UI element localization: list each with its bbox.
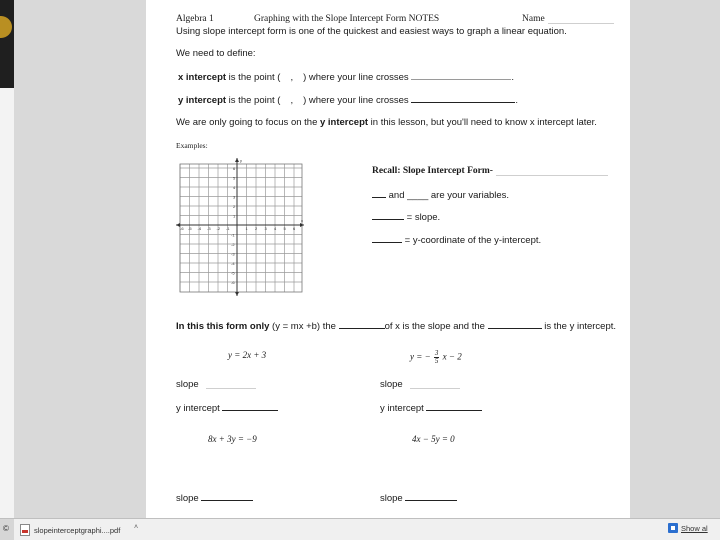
document-page[interactable] bbox=[146, 0, 630, 518]
y-axis-arrow-icon bbox=[235, 158, 239, 162]
focus-line bbox=[176, 117, 597, 128]
in-this-form-text-a: (y = mx +b) the bbox=[269, 321, 339, 332]
logo-fragment-icon bbox=[0, 16, 12, 38]
slope-var-blank bbox=[372, 211, 404, 220]
y-tick-1: 1 bbox=[233, 213, 236, 219]
in-this-form-text-c: is the y intercept. bbox=[541, 321, 617, 332]
y-axis-arrow-down-icon bbox=[235, 292, 239, 296]
slope-row-3 bbox=[176, 492, 253, 504]
equation-3: 8x + 3y = −9 bbox=[208, 434, 257, 444]
download-bar-left-edge bbox=[0, 519, 14, 540]
y-tick-5: 5 bbox=[233, 175, 236, 181]
name-blank bbox=[548, 23, 614, 24]
equation-1: y = 2x + 3 bbox=[228, 350, 267, 360]
y-tick-3: 3 bbox=[233, 194, 236, 200]
y-tick-neg3: -3 bbox=[231, 251, 235, 257]
y-intercept-line bbox=[178, 94, 518, 106]
x-intercept-line bbox=[178, 71, 514, 83]
focus-text-a: We are only going to focus on the bbox=[176, 117, 320, 128]
y-intercept-blank bbox=[411, 94, 515, 103]
eq2-left: y = − bbox=[410, 351, 431, 362]
y-intercept-term: y intercept bbox=[178, 95, 227, 106]
intro-text: Using slope intercept form is one of the quickest and easiest ways to graph a linear equation. bbox=[176, 26, 567, 37]
show-all-label: Show al bbox=[681, 523, 708, 533]
copyright-symbol: © bbox=[3, 524, 9, 533]
variable-blank-1 bbox=[372, 189, 386, 198]
y-tick-4: 4 bbox=[233, 185, 236, 190]
x-axis-label: x bbox=[301, 218, 303, 223]
equation-2 bbox=[410, 350, 462, 365]
constant-blank bbox=[488, 320, 542, 329]
x-intercept-text-b: ) where your line crosses bbox=[303, 72, 409, 83]
y-tick-neg4: -4 bbox=[231, 261, 235, 266]
y-tick-neg6: -6 bbox=[231, 280, 235, 285]
recall-line2-text: = slope. bbox=[404, 212, 441, 223]
coefficient-blank bbox=[339, 320, 385, 329]
y-intercept-label-2: y intercept bbox=[380, 403, 424, 414]
left-dark-strip bbox=[0, 0, 14, 88]
y-intercept-row-1 bbox=[176, 402, 278, 414]
x-tick-4: 4 bbox=[274, 226, 277, 231]
recall-title-blank bbox=[496, 175, 608, 176]
recall-line2 bbox=[372, 211, 440, 223]
x-tick-6: 6 bbox=[293, 226, 296, 231]
slope-label-4: slope bbox=[380, 493, 403, 504]
y-tick-neg1: -1 bbox=[231, 232, 235, 238]
x-tick-neg6: -6 bbox=[180, 226, 184, 231]
x-tick-neg3: -3 bbox=[207, 226, 211, 231]
x-tick-neg1: -1 bbox=[226, 226, 230, 231]
recall-title: Recall: Slope Intercept Form- bbox=[372, 166, 493, 176]
course-label: Algebra 1 bbox=[176, 14, 214, 24]
y-tick-2: 2 bbox=[233, 204, 236, 209]
recall-line1-text: and ____ are your variables. bbox=[386, 190, 510, 201]
x-tick-1: 1 bbox=[245, 226, 248, 231]
x-intercept-blank bbox=[411, 71, 511, 80]
examples-label: Examples: bbox=[176, 141, 208, 150]
y-axis-label: y bbox=[240, 158, 242, 163]
pdf-file-icon bbox=[20, 524, 30, 536]
slope-label-1: slope bbox=[176, 379, 199, 390]
x-intercept-text-a: is the point ( bbox=[226, 72, 281, 83]
eq2-numerator: 3 bbox=[434, 349, 439, 357]
x-tick-2: 2 bbox=[255, 226, 258, 231]
slope-blank-1 bbox=[206, 388, 256, 389]
document-title: Graphing with the Slope Intercept Form NOTES bbox=[254, 14, 440, 24]
y-tick-neg2: -2 bbox=[231, 242, 235, 247]
coordinate-grid bbox=[176, 158, 306, 298]
y-intercept-comma: , bbox=[290, 95, 294, 106]
eq2-right: x − 2 bbox=[442, 351, 462, 362]
download-item[interactable] bbox=[16, 521, 144, 539]
focus-bold: y intercept bbox=[320, 117, 369, 128]
x-tick-neg5: -5 bbox=[188, 226, 192, 231]
download-options-caret-icon[interactable]: ˄ bbox=[134, 524, 139, 531]
show-all-downloads[interactable] bbox=[668, 523, 708, 533]
define-prompt: We need to define: bbox=[176, 48, 256, 59]
download-bar bbox=[0, 518, 720, 540]
focus-text-b: in this lesson, but you'll need to know x intercept later. bbox=[368, 117, 597, 128]
slope-blank-2 bbox=[410, 388, 460, 389]
name-label: Name bbox=[522, 14, 545, 24]
slope-answer-blank-3 bbox=[201, 492, 253, 501]
y-tick-6: 6 bbox=[233, 166, 236, 171]
slope-label-2: slope bbox=[380, 379, 403, 390]
download-file-name: slopeinterceptgraphi....pdf bbox=[34, 525, 121, 535]
recall-line3-text: = y-coordinate of the y-intercept. bbox=[402, 235, 542, 246]
y-intercept-period: . bbox=[515, 95, 518, 106]
left-margin bbox=[0, 88, 14, 518]
y-intercept-answer-blank-2 bbox=[426, 402, 482, 411]
x-tick-neg4: -4 bbox=[197, 226, 202, 231]
slope-label-3: slope bbox=[176, 493, 199, 504]
in-this-form-text-b: of x is the slope and the bbox=[384, 321, 488, 332]
y-intercept-text-b: ) where your line crosses bbox=[303, 95, 409, 106]
slope-answer-blank-4 bbox=[405, 492, 457, 501]
x-tick-neg2: -2 bbox=[216, 226, 221, 231]
y-tick-neg5: -5 bbox=[231, 270, 235, 276]
slope-row-4 bbox=[380, 492, 457, 504]
downloads-icon bbox=[668, 523, 678, 533]
recall-line3 bbox=[372, 234, 541, 246]
x-tick-5: 5 bbox=[283, 226, 286, 231]
y-intercept-answer-blank-1 bbox=[222, 402, 278, 411]
recall-line1 bbox=[372, 189, 509, 201]
y-intercept-label-1: y intercept bbox=[176, 403, 220, 414]
equation-4: 4x − 5y = 0 bbox=[412, 434, 455, 444]
x-intercept-comma: , bbox=[290, 72, 294, 83]
x-intercept-term: x intercept bbox=[178, 72, 227, 83]
in-this-form-bold: In this this form only bbox=[176, 321, 270, 332]
in-this-form-line bbox=[176, 320, 616, 332]
eq2-fraction bbox=[434, 350, 440, 365]
y-intercept-text-a: is the point ( bbox=[226, 95, 281, 106]
x-intercept-period: . bbox=[511, 72, 514, 83]
y-intercept-row-2 bbox=[380, 402, 482, 414]
x-tick-3: 3 bbox=[264, 226, 267, 231]
eq2-denominator: 5 bbox=[434, 357, 439, 365]
intercept-var-blank bbox=[372, 234, 402, 243]
